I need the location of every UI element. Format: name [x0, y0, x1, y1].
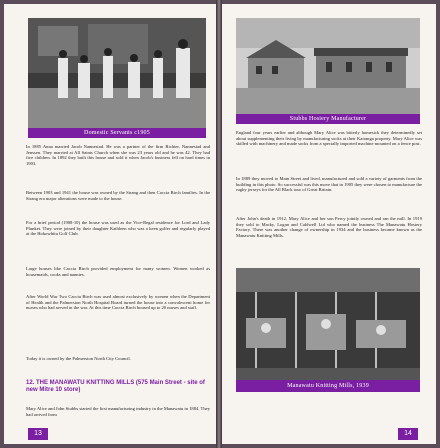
stubbs-hosiery-photo: [236, 18, 420, 114]
paragraph: Today it is owned by the Palmerston North City Council.: [26, 356, 131, 361]
paragraph: Mary Alice and John Stubbs started the first manufacturing industry in the Manawatu in 1884. They had arrived from: [26, 406, 210, 417]
paragraph: Between 1903 and 1941 the house was owned by the Strang and then Caccia Birch families. In the Strang era major alterations were made to the house.: [26, 190, 210, 201]
paragraph: After John's death in 1912, Mary Alice and her son Percy jointly owned and ran the mill. In 1919 they sold to Macky, Logan and Caldwell Ltd who named the business The Manawatu Hosiery Factory. There was another change of ownership in 1934 and the business became known as the Manawatu Knitting Mills.: [236, 216, 422, 238]
left-page: [4, 4, 216, 444]
domestic-servants-caption: Domestic Servants c1905: [28, 128, 206, 138]
section-heading: 12. THE MANAWATU KNITTING MILLS (575 Main Street - site of new Mitre 10 store): [26, 380, 205, 393]
page-number: 13: [28, 428, 48, 440]
paragraph: Large houses like Caccia Birch provided employment for many women. Women worked as housemaids, cooks and nannies.: [26, 266, 210, 277]
knitting-mills-caption: Manawatu Knitting Mills, 1939: [236, 380, 420, 392]
right-page: [222, 4, 436, 444]
page-number: 14: [398, 428, 418, 440]
paragraph: England four years earlier and although Mary Alice was bitterly homesick they determinedly set about supplementing their living by manufacturing socks at their Kairanga property. Mary Alice was skilled with machinery and made socks from a specially imported machine mounted on a fence post.: [236, 130, 422, 147]
paragraph: After World War Two Caccia Birch was used almost exclusively by women when the Department of Health and the Palmerston North Hospital Board turned the house into a convalescent home for nurses who had served in the war. At this time Caccia Birch housed up to 20 nurses and staff.: [26, 294, 210, 311]
stubbs-hosiery-caption: Stubbs Hosiery Manufacturer: [236, 114, 420, 124]
domestic-servants-photo: [28, 18, 206, 128]
paragraph: In 1889 they moved to Main Street and lived, manufactured and sold a variety of garments from the building in this photo. So successful was this move that in 1905 they were chosen to manufacture the rugby jerseys for the All Black tour of Great Britain.: [236, 176, 422, 193]
paragraph: For a brief period (1908-10) the house was used as the Vice-Regal residence for Lord and Lady Plunket. They were joined by their daughter Kathleen who was a keen golfer and regularly played at the Hokowhitu Golf Club.: [26, 220, 210, 237]
paragraph: In 1885 Anna married Jacob Nannestad. He was a partner of the firm Richter, Nannestad and Jenssen. They married at All Saints Church when she was 23 years old and he was 42. They had five children. In 1892 they built this house and sold it when Jacob's business fell on hard times in 1903.: [26, 144, 210, 166]
knitting-mills-photo: [236, 268, 420, 380]
